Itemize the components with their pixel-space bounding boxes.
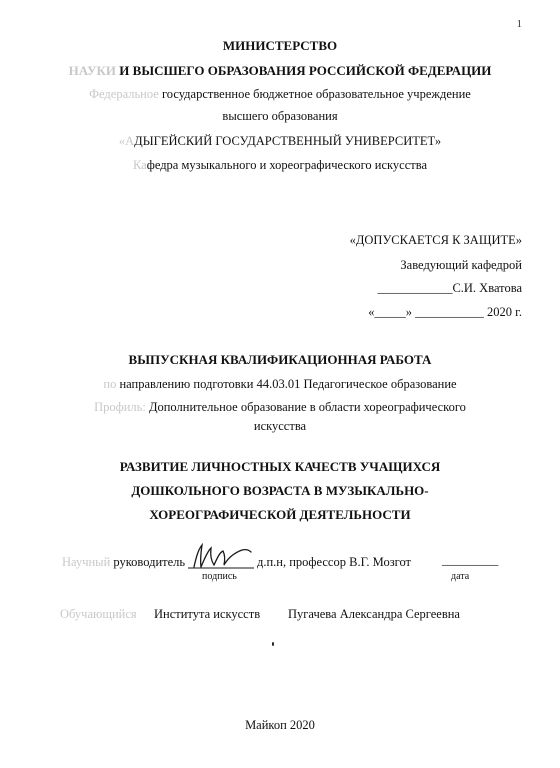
signature-caption: подпись (202, 571, 237, 582)
ministry-line-2-text: И ВЫСШЕГО ОБРАЗОВАНИЯ РОССИЙСКОЙ ФЕДЕРАЦИИ (116, 63, 492, 78)
date-caption: дата (451, 571, 470, 582)
page-number: 1 (516, 18, 522, 30)
department-name-text: федра музыкального и хореографического искусства (146, 158, 427, 172)
university-name (0, 134, 560, 149)
department-faded-prefix: Ка (132, 158, 147, 172)
university-name-text: ДЫГЕЙСКИЙ ГОСУДАРСТВЕННЫЙ УНИВЕРСИТЕТ» (134, 134, 442, 148)
approval-signature-blank: ____________ (377, 281, 453, 295)
institution-line-1 (0, 87, 560, 102)
university-faded-prefix: «А (118, 134, 135, 148)
thesis-title-line-3: ХОРЕОГРАФИЧЕСКОЙ ДЕЯТЕЛЬНОСТИ (149, 507, 411, 522)
work-profile-line-1-text: Дополнительное образование в области хореографического (145, 400, 466, 414)
supervisor-credentials: д.п.н, профессор В.Г. Мозгот (257, 555, 411, 569)
city-year: Майкоп 2020 (245, 718, 315, 732)
supervisor-date-blank: _________ (442, 553, 499, 567)
supervisor-signature-icon (188, 540, 254, 572)
approval-date-line: «_____» ___________ 2020 г. (368, 305, 522, 319)
student-name: Пугачева Александра Сергеевна (288, 607, 460, 621)
ministry-faded-prefix: НАУКИ (68, 63, 117, 78)
work-type: ВЫПУСКНАЯ КВАЛИФИКАЦИОННАЯ РАБОТА (128, 352, 432, 367)
supervisor-label-text: руководитель (110, 555, 186, 569)
profile-faded-prefix: Профиль: (94, 400, 146, 414)
institution-line-1-text: государственное бюджетное образовательное учреждение (158, 87, 471, 101)
ministry-line-2 (0, 63, 560, 79)
thesis-title-line-1: РАЗВИТИЕ ЛИЧНОСТНЫХ КАЧЕСТВ УЧАЩИХСЯ (119, 459, 441, 474)
supervisor-faded-prefix: Научный (62, 555, 111, 569)
student-label: Обучающийся (60, 607, 137, 621)
supervisor-label (62, 555, 185, 570)
ministry-line-1: МИНИСТЕРСТВО (222, 38, 338, 53)
work-direction (0, 377, 560, 392)
student-institute: Института искусств (154, 607, 261, 621)
work-profile-line-1 (0, 400, 560, 415)
department-name (0, 158, 560, 173)
work-profile-line-2: искусства (253, 419, 307, 433)
direction-faded-prefix: по (103, 377, 117, 391)
approval-signature-line (377, 281, 522, 296)
institution-faded-prefix: Федеральное (89, 87, 159, 101)
approval-title: «ДОПУСКАЕТСЯ К ЗАЩИТЕ» (349, 233, 522, 247)
work-direction-text: направлению подготовки 44.03.01 Педагогическое образование (116, 377, 457, 391)
approval-role: Заведующий кафедрой (400, 258, 522, 272)
approval-head-name: С.И. Хватова (452, 281, 522, 295)
scan-speck (272, 642, 274, 646)
institution-line-2: высшего образования (222, 109, 338, 123)
thesis-title-line-2: ДОШКОЛЬНОГО ВОЗРАСТА В МУЗЫКАЛЬНО- (131, 483, 429, 498)
